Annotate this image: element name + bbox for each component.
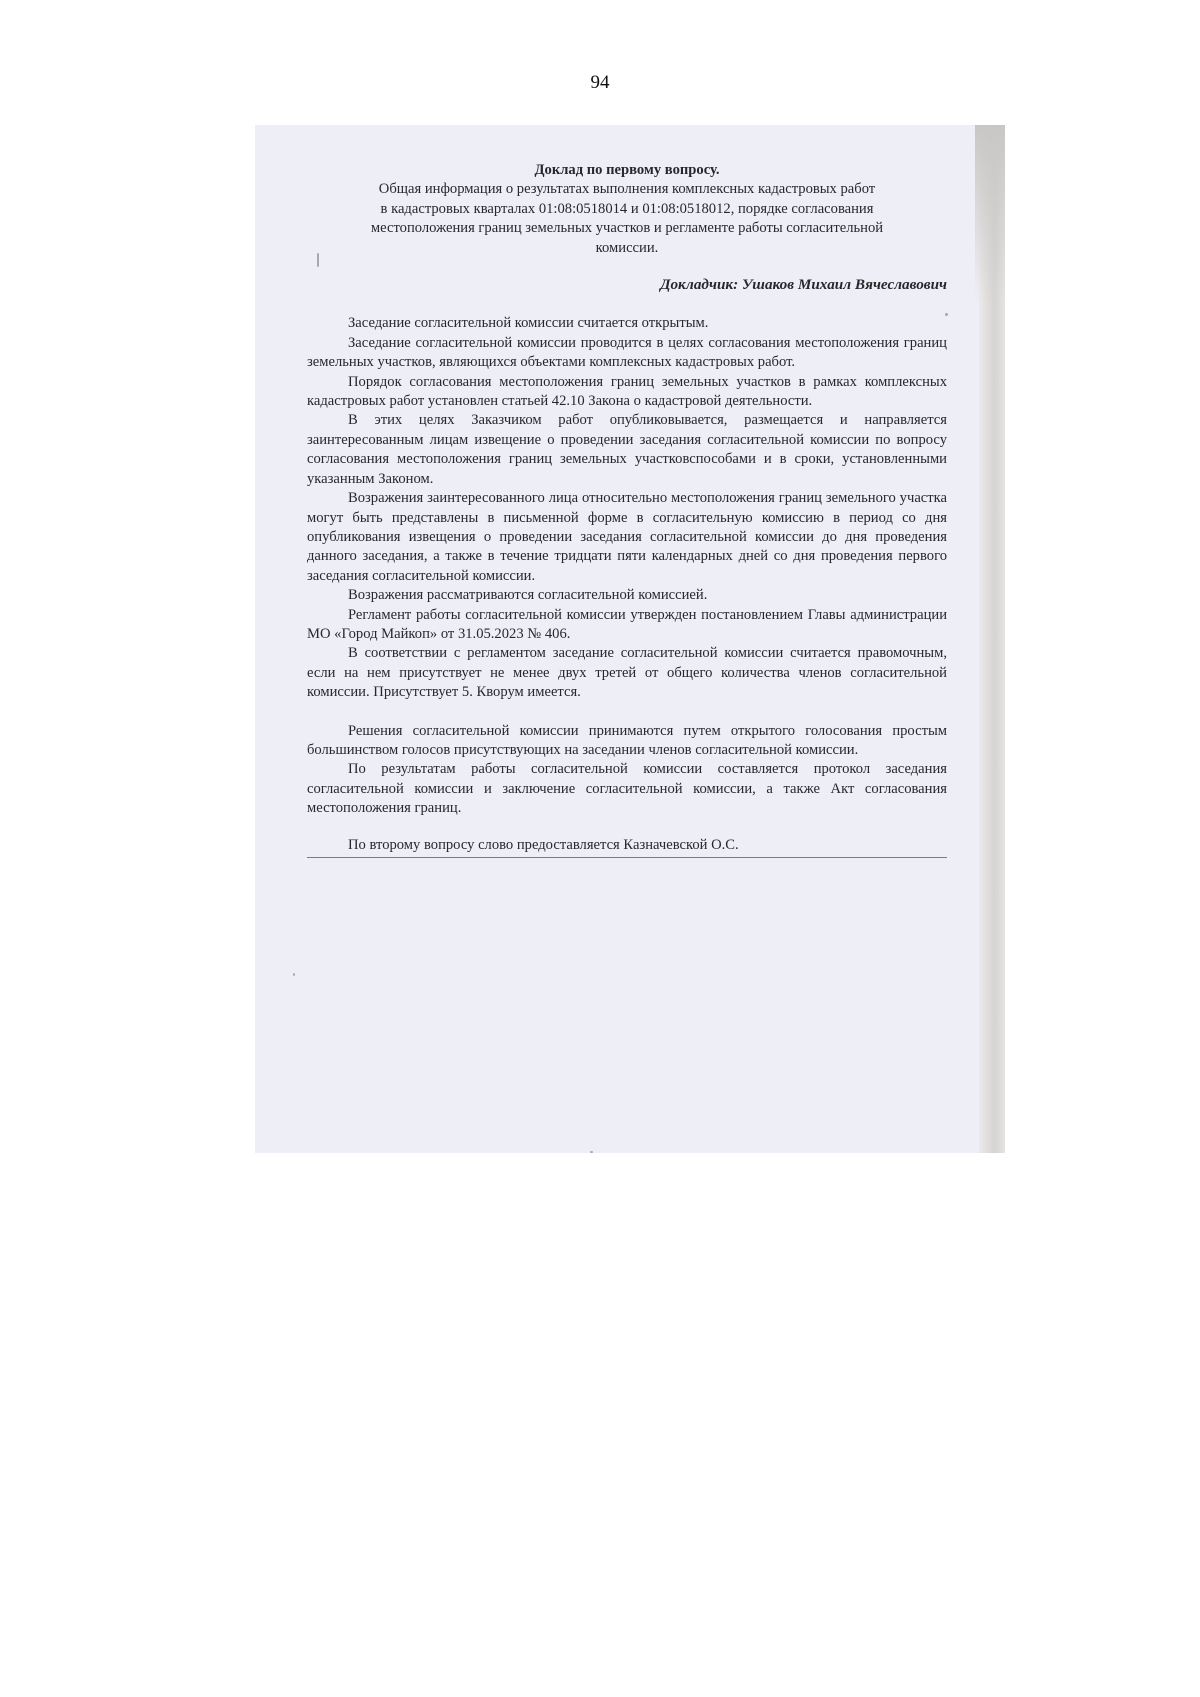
speaker-line: Докладчик: Ушаков Михаил Вячеславович [660,276,947,294]
subtitle-line: комиссии. [595,239,659,256]
scan-speck [317,253,319,267]
paragraph: Порядок согласования местоположения границ земельных участков в рамках комплексных кадастровых работ установлен статьей 42.10 Закона о кадастровой деятельности. [307,373,947,410]
scan-speck [945,313,948,316]
document-title: Доклад по первому вопросу. [534,162,720,178]
page-number: 94 [590,72,610,93]
paragraph: По результатам работы согласительной комиссии составляется протокол заседания согласительной комиссии и заключение согласительной комиссии, а также Акт согласования местоположения границ. [307,761,947,817]
paragraph: Заседание согласительной комиссии проводится в целях согласования местоположения границ земельных участков, являющихся объектами комплексных кадастровых работ. [307,334,947,371]
scan-speck [590,1151,593,1153]
paragraph: Заседание согласительной комиссии считается открытым. [348,315,709,332]
scan-speck [293,973,295,976]
document-body [307,161,947,858]
subtitle-line: в кадастровых кварталах 01:08:0518014 и 01:08:0518012, порядке согласования [380,200,874,217]
paragraph: Возражения заинтересованного лица относительно местоположения границ земельного участка могут быть представлены в письменной форме в согласительную комиссию в период со дня опубликования извещения о проведении заседания согласительной комиссии до дня проведения данного заседания, а также в течение тридцати пяти календарных дней со дня проведения первого заседания согласительной комиссии. [307,490,947,584]
closing-line: По второму вопросу слово предоставляется Казначевской О.С. [307,836,947,858]
paragraphs [307,314,947,818]
subtitle-line: местоположения границ земельных участков и регламенте работы согласительной [370,220,884,237]
paragraph: В соответствии с регламентом заседание согласительной комиссии считается правомочным, если на нем присутствует не менее двух третей от общего количества членов согласительной комиссии. Присутствует 5. Кворум имеется. [307,645,947,701]
subtitle-line: Общая информация о результатах выполнения комплексных кадастровых работ [378,181,876,198]
scanned-document [255,125,1005,1153]
document-subtitle [307,180,947,258]
paragraph: Регламент работы согласительной комиссии утвержден постановлением Главы администрации МО «Город Майкоп» от 31.05.2023 № 406. [307,606,947,642]
paragraph: Возражения рассматриваются согласительной комиссией. [348,587,708,604]
scan-edge-shadow-top [975,125,1005,305]
paragraph: Решения согласительной комиссии принимаются путем открытого голосования простым большинством голосов присутствующих на заседании членов согласительной комиссии. [307,722,947,758]
paragraph: В этих целях Заказчиком работ опубликовывается, размещается и направляется заинтересованным лицам извещение о проведении заседания согласительной комиссии по вопросу согласования местоположения границ земельных участковспособами и в сроки, установленными указанным Законом. [307,412,947,487]
